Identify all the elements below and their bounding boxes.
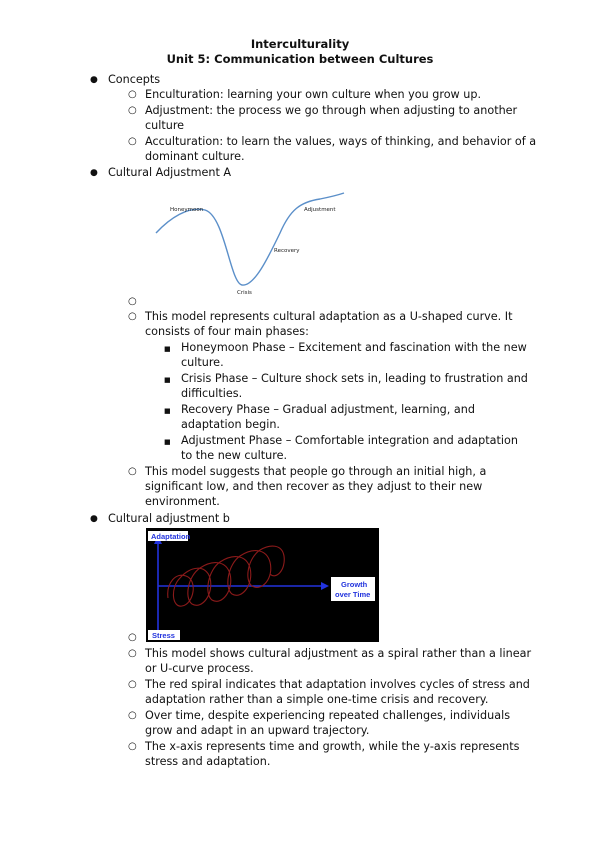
adjustment-text-2: culture (145, 119, 185, 132)
adjustment-phase-2: to the new culture. (181, 449, 288, 462)
recovery-phase-2: adaptation begin. (181, 418, 280, 431)
label-crisis: Crisis (237, 290, 252, 296)
suggest-text-1: This model suggests that people go through an initial high, a (145, 465, 487, 478)
bullet-circle: ○ (128, 632, 137, 643)
adjustment-text-1: Adjustment: the process we go through when adjusting to another (145, 104, 518, 117)
suggest-text-2: significant low, and then recover as they adjust to their new (145, 480, 483, 493)
enculturation-text: Enculturation: learning your own culture when you grow up. (145, 88, 482, 101)
label-recovery: Recovery (274, 248, 300, 254)
acculturation-text-1: Acculturation: to learn the values, ways of thinking, and behavior of a (145, 135, 537, 148)
spiral-text-2: or U-curve process. (145, 662, 254, 675)
bullet-square: ■ (164, 407, 171, 415)
axis-text-1: The x-axis represents time and growth, while the y-axis represents (145, 740, 520, 753)
label-honeymoon: Honeymoon (170, 207, 204, 213)
axis-text-2: stress and adaptation. (145, 755, 271, 768)
section-cultural-adjustment-a: Cultural Adjustment A (108, 166, 232, 179)
honeymoon-phase-1: Honeymoon Phase – Excitement and fascination with the new (181, 341, 527, 354)
label-over-time: over Time (335, 590, 371, 599)
crisis-phase-2: difficulties. (181, 387, 243, 400)
model-a-text-2: consists of four main phases: (145, 325, 309, 338)
spiral-text-1: This model shows cultural adjustment as a spiral rather than a linear (145, 647, 532, 660)
acculturation-text-2: dominant culture. (145, 150, 245, 163)
bullet-square: ■ (164, 438, 171, 446)
bullet-circle: ○ (128, 466, 137, 477)
bullet-circle: ○ (128, 136, 137, 147)
bullet-square: ■ (164, 345, 171, 353)
doc-title: Interculturality (250, 37, 350, 51)
recovery-phase-1: Recovery Phase – Gradual adjustment, learning, and (181, 403, 475, 416)
red-spiral-text-2: adaptation rather than a simple one-time crisis and recovery. (145, 693, 489, 706)
bullet-circle: ○ (128, 710, 137, 721)
bullet-circle: ○ (128, 311, 137, 322)
bullet-circle: ○ (128, 741, 137, 752)
honeymoon-phase-2: culture. (181, 356, 224, 369)
label-adjustment: Adjustment (304, 207, 336, 213)
u-curve-figure (150, 188, 350, 298)
adjustment-phase-1: Adjustment Phase – Comfortable integration and adaptation (181, 434, 518, 447)
bullet-circle: ○ (128, 296, 137, 307)
section-cultural-adjustment-b: Cultural adjustment b (108, 512, 230, 525)
bullet-disc: ● (90, 75, 98, 85)
bullet-disc: ● (90, 514, 98, 524)
label-adaptation: Adaptation (151, 532, 191, 541)
red-spiral-text-1: The red spiral indicates that adaptation involves cycles of stress and (145, 678, 530, 691)
over-time-text-2: grow and adapt in an upward trajectory. (145, 724, 370, 737)
bullet-circle: ○ (128, 89, 137, 100)
bullet-disc: ● (90, 168, 98, 178)
bullet-circle: ○ (128, 105, 137, 116)
doc-subtitle: Unit 5: Communication between Cultures (166, 52, 434, 66)
crisis-phase-1: Crisis Phase – Culture shock sets in, leading to frustration and (181, 372, 528, 385)
model-a-text-1: This model represents cultural adaptation as a U-shaped curve. It (145, 310, 513, 323)
label-stress: Stress (152, 631, 175, 640)
bullet-circle: ○ (128, 679, 137, 690)
bullet-square: ■ (164, 376, 171, 384)
section-concepts: Concepts (108, 73, 161, 86)
over-time-text-1: Over time, despite experiencing repeated challenges, individuals (145, 709, 511, 722)
label-growth: Growth (341, 580, 368, 589)
bullet-circle: ○ (128, 648, 137, 659)
spiral-figure (146, 528, 379, 642)
suggest-text-3: environment. (145, 495, 220, 508)
